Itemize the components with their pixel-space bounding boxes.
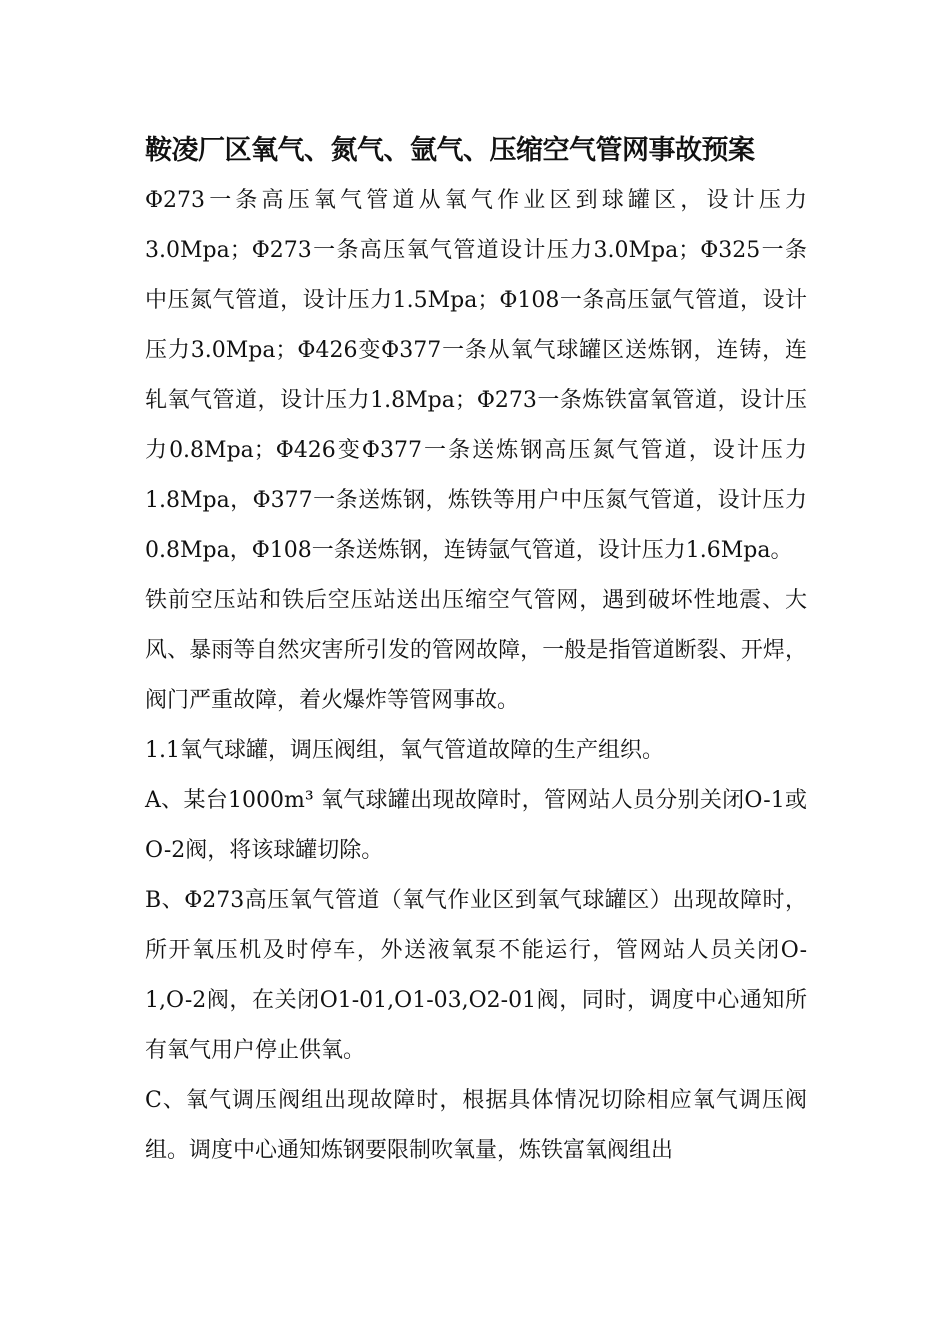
paragraph-section-1-1: 1.1氧气球罐，调压阀组，氧气管道故障的生产组织。 [145, 738, 664, 763]
paragraph-item-a: A、某台1000m³ 氧气球罐出现故障时，管网站人员分别关闭O-1或O-2阀，将该球罐切除。 [145, 788, 807, 863]
paragraph-pipeline-specs: Φ273一条高压氧气管道从氧气作业区到球罐区，设计压力3.0Mpa；Φ273一条高压氧气管道设计压力3.0Mpa；Φ325一条中压氮气管道，设计压力1.5Mpa；Φ108一条高压氩气管道，设计压力3.0Mpa；Φ426变Φ377一条从氧气球罐区送炼钢，连铸，连轧氧气管道，设计压力1.8Mpa；Φ273一条炼铁富氧管道，设计压力0.8Mpa；Φ426变Φ377一条送炼钢高压氮气管道，设计压力1.8Mpa，Φ377一条送炼钢，炼铁等用户中压氮气管道，设计压力0.8Mpa，Φ108一条送炼钢，连铸氩气管道，设计压力1.6Mpa。 [145, 188, 807, 563]
document-page [145, 128, 807, 1176]
paragraph-item-c: C、氧气调压阀组出现故障时，根据具体情况切除相应氧气调压阀组。调度中心通知炼钢要限制吹氧量，炼铁富氧阀组出 [145, 1088, 807, 1163]
paragraph-compressed-air: 铁前空压站和铁后空压站送出压缩空气管网，遇到破坏性地震、大风、暴雨等自然灾害所引发的管网故障，一般是指管道断裂、开焊，阀门严重故障，着火爆炸等管网事故。 [145, 588, 807, 713]
document-title: 鞍凌厂区氧气、氮气、氩气、压缩空气管网事故预案 [145, 135, 755, 166]
paragraph-item-b: B、Φ273高压氧气管道（氧气作业区到氧气球罐区）出现故障时，所开氧压机及时停车，外送液氧泵不能运行，管网站人员关闭O-1,O-2阀，在关闭O1-01,O1-03,O2-01阀，同时，调度中心通知所有氧气用户停止供氧。 [145, 888, 807, 1063]
